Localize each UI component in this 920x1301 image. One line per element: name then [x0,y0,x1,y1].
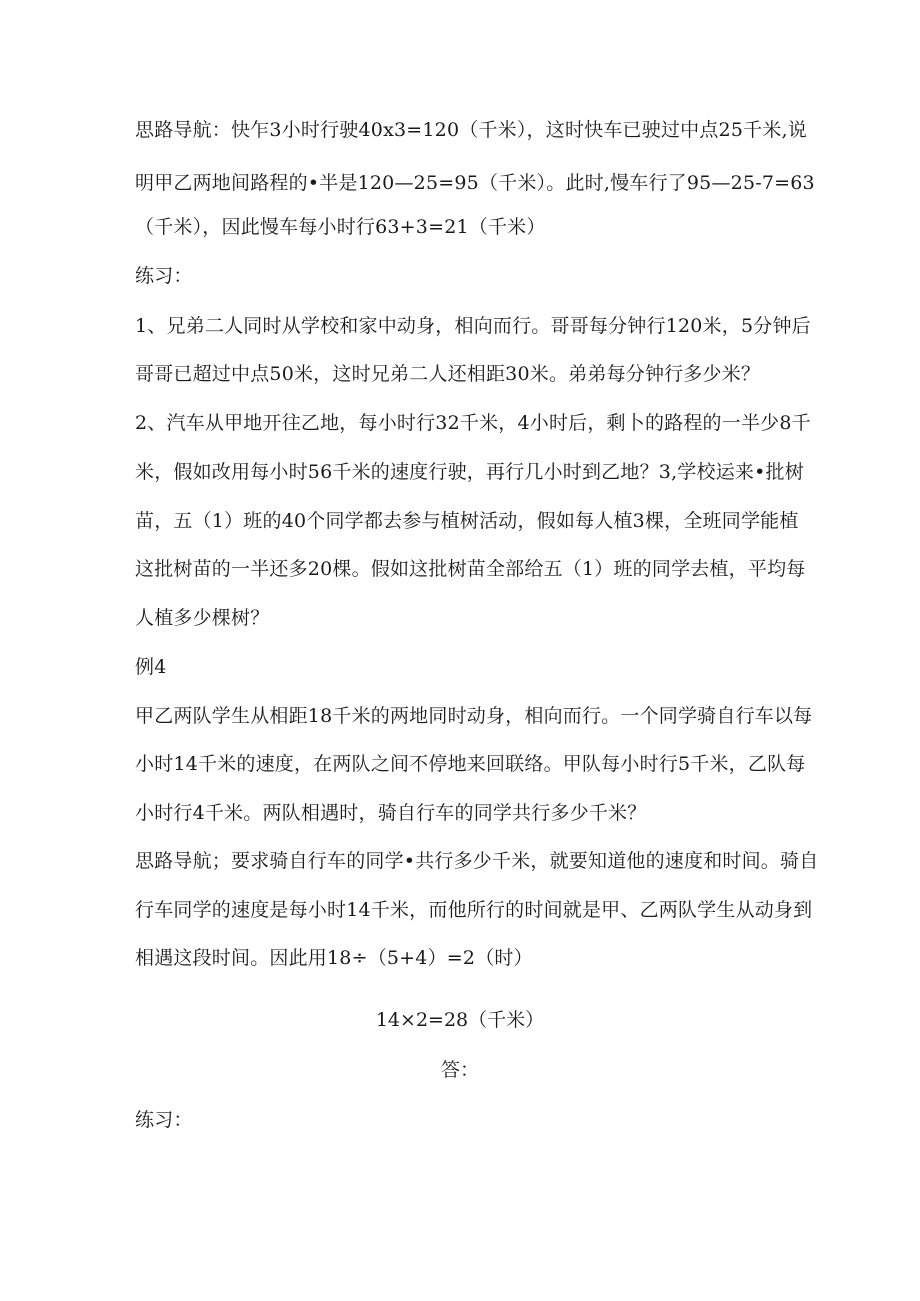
text-line: 2、汽车从甲地开往乙地，每小时行32千米，4小时后，剩卜的路程的一半少8千 [135,412,811,434]
text-line: 这批树苗的一半还多20棵。假如这批树苗全部给五（1）班的同学去植，平均每 [135,558,806,580]
text-line: 哥哥已超过中点50米，这时兄弟二人还相距30米。弟弟每分钟行多少米？ [135,363,761,385]
example-heading: 例4 [135,656,167,678]
text-line: 米，假如改用每小时56千米的速度行驶，再行几小时到乙地？3,学校运来•批树 [135,461,804,483]
text-line: 思路导航；要求骑自行车的同学•共行多少千米，就要知道他的速度和时间。骑自 [135,850,819,872]
section-label: 练习： [135,265,193,287]
text-line: 甲乙两队学生从相距18千米的两地同时动身，相向而行。一个同学骑自行车以每 [135,705,813,727]
text-line: （千米），因此慢车每小时行63+3=21（千米） [135,216,546,238]
equation: 14×2=28（千米） [375,1009,545,1031]
text-line: 1、兄弟二人同时从学校和家中动身，相向而行。哥哥每分钟行120米，5分钟后 [135,315,811,337]
text-line: 思路导航：快乍3小时行驶40x3=120（千米），这时快车已驶过中点25千米,说 [135,119,807,141]
text-line: 小时14千米的速度，在两队之间不停地来回联络。甲队每小时行5千米，乙队每 [135,753,806,775]
text-line: 苗，五（1）班的40个同学都去参与植树活动，假如每人植3棵，全班同学能植 [135,510,799,532]
answer-label: 答： [440,1059,479,1081]
text-line: 人植多少棵树？ [135,607,270,629]
practice-label: 练习： [135,1109,193,1131]
text-line: 行车同学的速度是每小时14千米，而他所行的时间就是甲、乙两队学生从动身到 [135,899,813,921]
text-line: 相遇这段时间。因此用18÷（5+4）=2（时） [135,947,533,969]
text-line: 小时行4千米。两队相遇时，骑自行车的同学共行多少千米？ [135,802,647,824]
text-line: 明甲乙两地间路程的•半是120—25=95（千米）。此时,慢车行了95—25-7=63 [135,172,815,194]
